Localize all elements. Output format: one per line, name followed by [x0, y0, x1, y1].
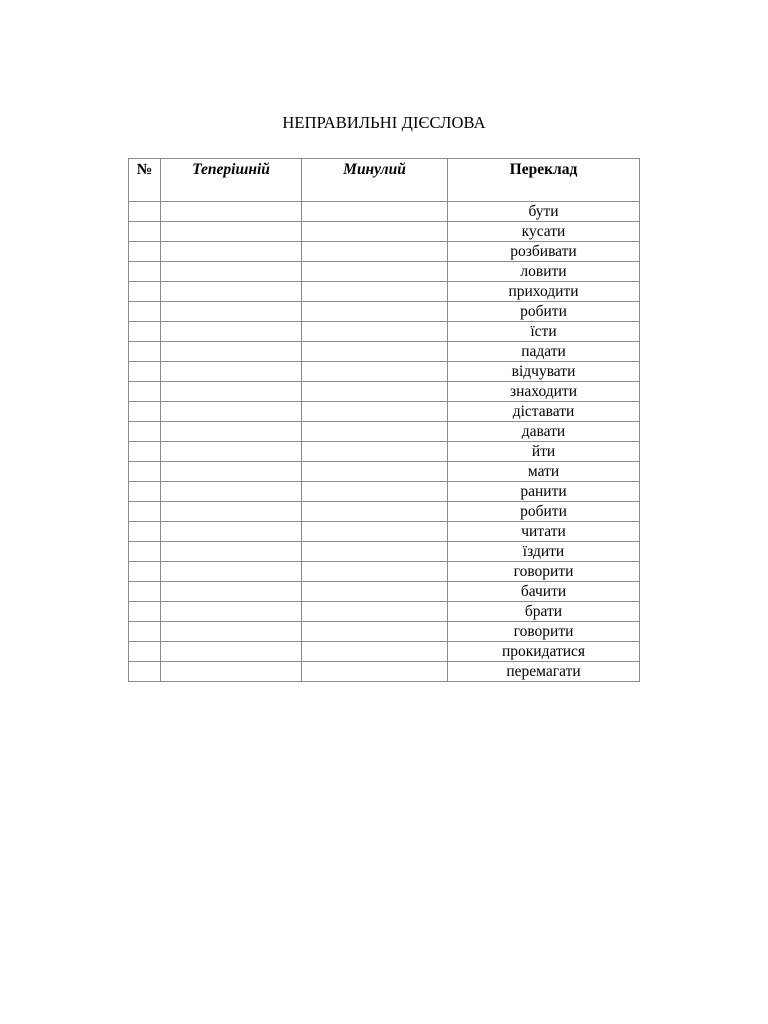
number-cell[interactable]	[129, 202, 161, 222]
present-cell[interactable]	[161, 422, 302, 442]
translation-cell[interactable]: говорити	[448, 562, 640, 582]
present-cell[interactable]	[161, 202, 302, 222]
present-cell[interactable]	[161, 542, 302, 562]
table-row	[129, 382, 640, 402]
table-row	[129, 582, 640, 602]
table-row	[129, 562, 640, 582]
translation-cell[interactable]: мати	[448, 462, 640, 482]
number-cell[interactable]	[129, 402, 161, 422]
translation-cell[interactable]: ловити	[448, 262, 640, 282]
header-present: Теперішній	[161, 159, 302, 202]
present-cell[interactable]	[161, 622, 302, 642]
number-cell[interactable]	[129, 502, 161, 522]
number-cell[interactable]	[129, 322, 161, 342]
past-cell[interactable]	[302, 422, 448, 442]
table-row	[129, 622, 640, 642]
present-cell[interactable]	[161, 562, 302, 582]
number-cell[interactable]	[129, 622, 161, 642]
past-cell[interactable]	[302, 442, 448, 462]
present-cell[interactable]	[161, 442, 302, 462]
number-cell[interactable]	[129, 362, 161, 382]
table-row	[129, 262, 640, 282]
translation-cell[interactable]: читати	[448, 522, 640, 542]
translation-cell[interactable]: ранити	[448, 482, 640, 502]
past-cell[interactable]	[302, 402, 448, 422]
translation-cell[interactable]: відчувати	[448, 362, 640, 382]
translation-cell[interactable]: бачити	[448, 582, 640, 602]
table-row	[129, 642, 640, 662]
present-cell[interactable]	[161, 342, 302, 362]
past-cell[interactable]	[302, 342, 448, 362]
present-cell[interactable]	[161, 302, 302, 322]
past-cell[interactable]	[302, 462, 448, 482]
present-cell[interactable]	[161, 322, 302, 342]
translation-cell[interactable]: перемагати	[448, 662, 640, 682]
present-cell[interactable]	[161, 522, 302, 542]
past-cell[interactable]	[302, 282, 448, 302]
past-cell[interactable]	[302, 502, 448, 522]
number-cell[interactable]	[129, 462, 161, 482]
translation-cell[interactable]: їсти	[448, 322, 640, 342]
table-row	[129, 202, 640, 222]
translation-cell[interactable]: брати	[448, 602, 640, 622]
table-row	[129, 462, 640, 482]
number-cell[interactable]	[129, 562, 161, 582]
number-cell[interactable]	[129, 382, 161, 402]
page-title: НЕПРАВИЛЬНІ ДІЄСЛОВА	[282, 113, 486, 132]
table-row	[129, 482, 640, 502]
number-cell[interactable]	[129, 282, 161, 302]
table-body	[129, 202, 640, 682]
present-cell[interactable]	[161, 642, 302, 662]
past-cell[interactable]	[302, 242, 448, 262]
header-translation: Переклад	[448, 159, 640, 202]
table-row	[129, 522, 640, 542]
past-cell[interactable]	[302, 662, 448, 682]
header-past: Минулий	[302, 159, 448, 202]
translation-cell[interactable]: їздити	[448, 542, 640, 562]
number-cell[interactable]	[129, 442, 161, 462]
translation-cell[interactable]: кусати	[448, 222, 640, 242]
present-cell[interactable]	[161, 222, 302, 242]
past-cell[interactable]	[302, 542, 448, 562]
irregular-verbs-table	[128, 158, 640, 682]
number-cell[interactable]	[129, 422, 161, 442]
present-cell[interactable]	[161, 362, 302, 382]
translation-cell[interactable]: розбивати	[448, 242, 640, 262]
table-row	[129, 662, 640, 682]
past-cell[interactable]	[302, 302, 448, 322]
table-row	[129, 442, 640, 462]
present-cell[interactable]	[161, 602, 302, 622]
past-cell[interactable]	[302, 522, 448, 542]
table-row	[129, 422, 640, 442]
table-row	[129, 502, 640, 522]
present-cell[interactable]	[161, 662, 302, 682]
number-cell[interactable]	[129, 342, 161, 362]
header-number: №	[129, 159, 161, 202]
present-cell[interactable]	[161, 402, 302, 422]
past-cell[interactable]	[302, 622, 448, 642]
table-row	[129, 222, 640, 242]
table-row	[129, 402, 640, 422]
translation-cell[interactable]: робити	[448, 302, 640, 322]
translation-cell[interactable]: йти	[448, 442, 640, 462]
number-cell[interactable]	[129, 242, 161, 262]
past-cell[interactable]	[302, 222, 448, 242]
past-cell[interactable]	[302, 262, 448, 282]
number-cell[interactable]	[129, 222, 161, 242]
past-cell[interactable]	[302, 202, 448, 222]
table-row	[129, 242, 640, 262]
table-row	[129, 302, 640, 322]
number-cell[interactable]	[129, 602, 161, 622]
past-cell[interactable]	[302, 382, 448, 402]
past-cell[interactable]	[302, 562, 448, 582]
translation-cell[interactable]: говорити	[448, 622, 640, 642]
number-cell[interactable]	[129, 522, 161, 542]
number-cell[interactable]	[129, 542, 161, 562]
past-cell[interactable]	[302, 362, 448, 382]
translation-cell[interactable]: падати	[448, 342, 640, 362]
past-cell[interactable]	[302, 322, 448, 342]
number-cell[interactable]	[129, 662, 161, 682]
translation-cell[interactable]: давати	[448, 422, 640, 442]
translation-cell[interactable]: бути	[448, 202, 640, 222]
present-cell[interactable]	[161, 262, 302, 282]
table-row	[129, 322, 640, 342]
table-header-row	[129, 159, 640, 202]
number-cell[interactable]	[129, 642, 161, 662]
table-row	[129, 342, 640, 362]
table-row	[129, 362, 640, 382]
number-cell[interactable]	[129, 582, 161, 602]
translation-cell[interactable]: робити	[448, 502, 640, 522]
past-cell[interactable]	[302, 482, 448, 502]
number-cell[interactable]	[129, 262, 161, 282]
present-cell[interactable]	[161, 482, 302, 502]
translation-cell[interactable]: знаходити	[448, 382, 640, 402]
present-cell[interactable]	[161, 502, 302, 522]
present-cell[interactable]	[161, 282, 302, 302]
number-cell[interactable]	[129, 302, 161, 322]
present-cell[interactable]	[161, 582, 302, 602]
present-cell[interactable]	[161, 462, 302, 482]
table-row	[129, 602, 640, 622]
translation-cell[interactable]: приходити	[448, 282, 640, 302]
present-cell[interactable]	[161, 382, 302, 402]
past-cell[interactable]	[302, 602, 448, 622]
translation-cell[interactable]: прокидатися	[448, 642, 640, 662]
translation-cell[interactable]: діставати	[448, 402, 640, 422]
number-cell[interactable]	[129, 482, 161, 502]
present-cell[interactable]	[161, 242, 302, 262]
past-cell[interactable]	[302, 582, 448, 602]
table-row	[129, 542, 640, 562]
table-row	[129, 282, 640, 302]
past-cell[interactable]	[302, 642, 448, 662]
